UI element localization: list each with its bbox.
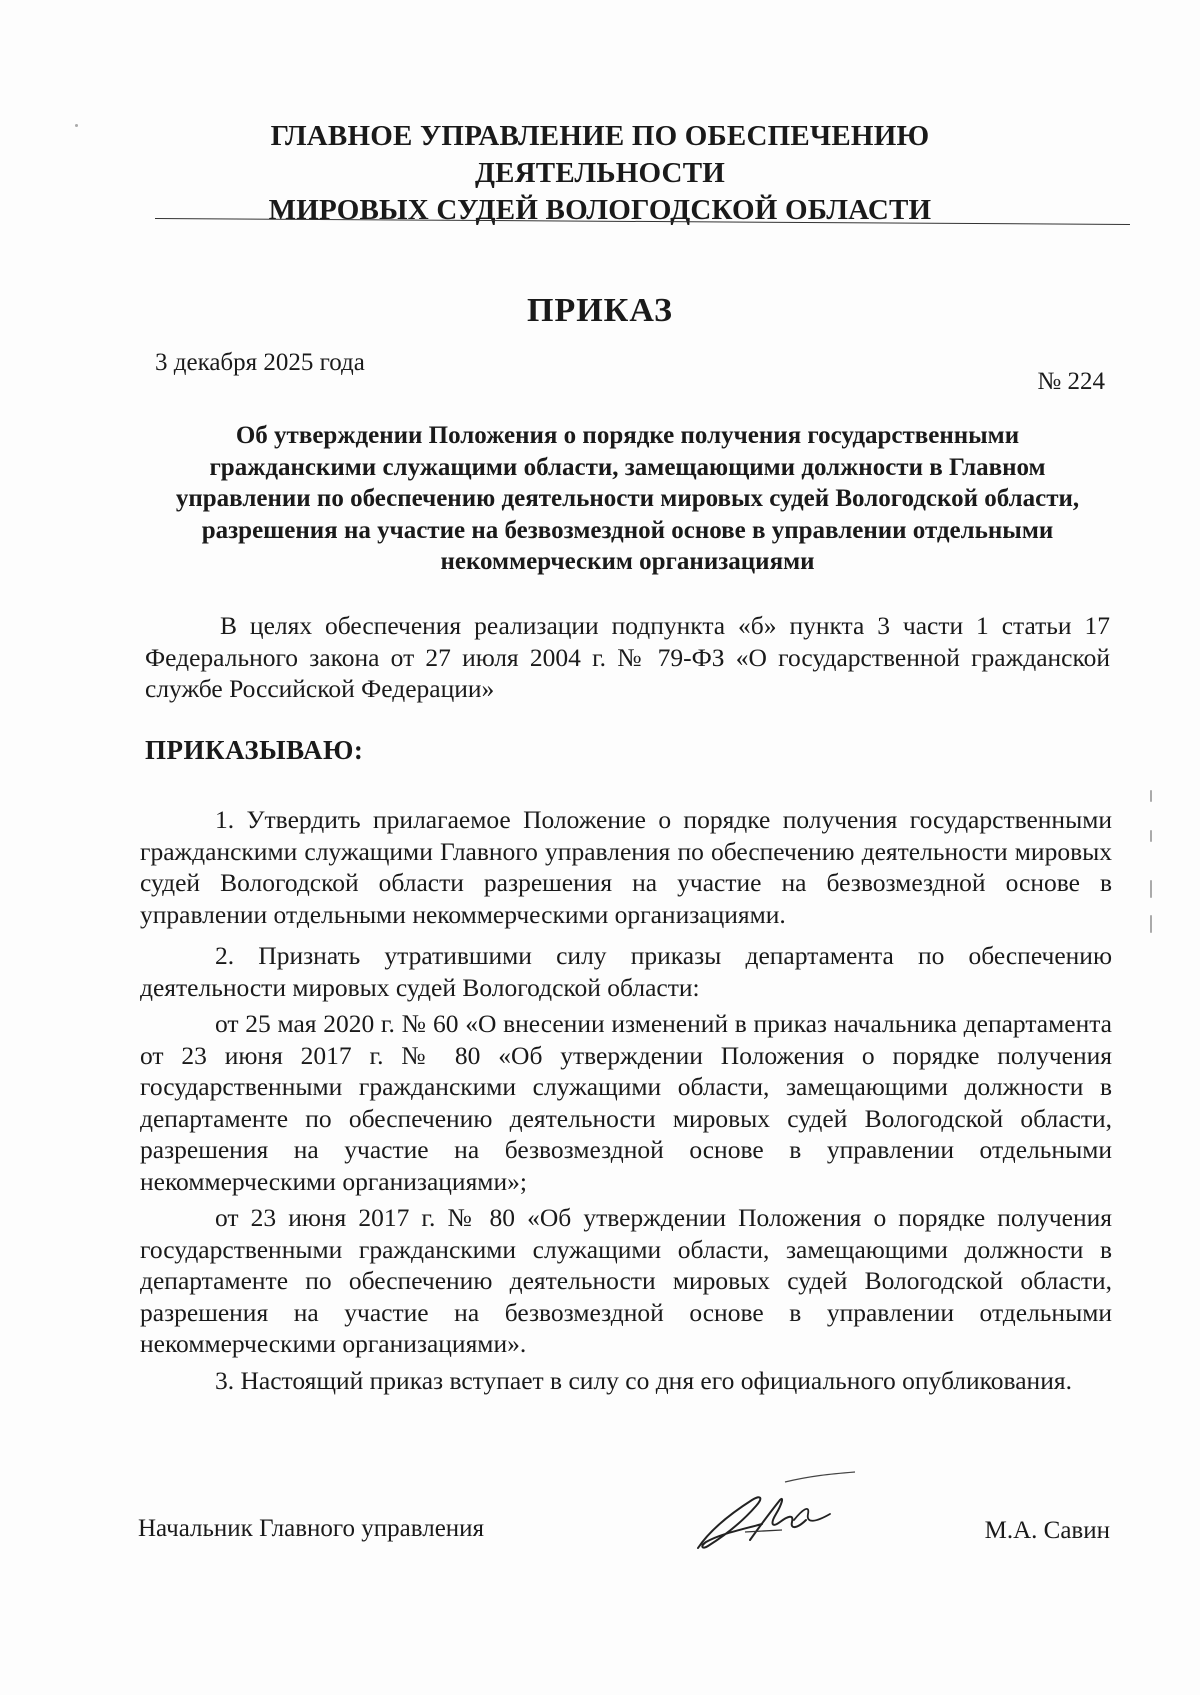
organization-line-1: ГЛАВНОЕ УПРАВЛЕНИЕ ПО ОБЕСПЕЧЕНИЮ ДЕЯТЕЛЬНОСТИ	[270, 120, 930, 189]
organization-line-2: МИРОВЫХ СУДЕЙ ВОЛОГОДСКОЙ ОБЛАСТИ	[268, 194, 932, 226]
clause-3: 3. Настоящий приказ вступает в силу со дня его официального опубликования.	[215, 1365, 1072, 1395]
clauses	[140, 804, 1112, 1396]
clause-1: 1. Утвердить прилагаемое Положение о порядке получения государственными гражданскими служащими Главного управления по обеспечению деятельности мировых судей Вологодской области разрешения на участие на безвозмездной основе в управлении отдельными некоммерческими организациями.	[140, 805, 1112, 929]
scan-speck	[1150, 915, 1152, 933]
document-type: ПРИКАЗ	[527, 292, 673, 329]
document-number: № 224	[1037, 368, 1105, 395]
clause-2: 2. Признать утратившими силу приказы департамента по обеспечению деятельности мировых судей Вологодской области:	[140, 941, 1112, 1002]
document-title: Об утверждении Положения о порядке получения государственными гражданскими служащими области, замещающими должности в Главном управлении по обеспечению деятельности мировых судей Вологодской области, разрешения на участие на безвозмездной основе в управлении отдельными некоммерческим организациями	[175, 422, 1080, 575]
order-word: ПРИКАЗЫВАЮ:	[145, 735, 364, 765]
handwritten-signature	[690, 1470, 870, 1560]
signer-position: Начальник Главного управления	[138, 1515, 485, 1542]
scan-speck	[75, 124, 78, 127]
scan-speck	[1150, 830, 1152, 842]
scan-speck	[1150, 880, 1152, 898]
clause-2-item-2: от 23 июня 2017 г. № 80 «Об утверждении Положения о порядке получения государственными гражданскими служащими области, замещающими должности в департаменте по обеспечению деятельности мировых судей Вологодской области, разрешения на участие на безвозмездной основе в управлении отдельными некоммерческими организациями».	[140, 1203, 1112, 1358]
preamble: В целях обеспечения реализации подпункта «б» пункта 3 части 1 статьи 17 Федерального закона от 27 июля 2004 г. № 79-ФЗ «О государственной гражданской службе Российской Федерации»	[145, 611, 1110, 703]
organization-header	[150, 118, 1050, 229]
scan-speck	[1150, 790, 1152, 802]
clause-2-item-1: от 25 мая 2020 г. № 60 «О внесении изменений в приказ начальника департамента от 23 июня 2017 г. № 80 «Об утверждении Положения о порядке получения государственными гражданскими служащими области, замещающими должности в департаменте по обеспечению деятельности мировых судей Вологодской области, разрешения на участие на безвозмездной основе в управлении отдельными некоммерческими организациями»;	[140, 1009, 1112, 1196]
document-date: 3 декабря 2025 года	[155, 349, 365, 376]
signer-name: М.А. Савин	[984, 1517, 1110, 1544]
